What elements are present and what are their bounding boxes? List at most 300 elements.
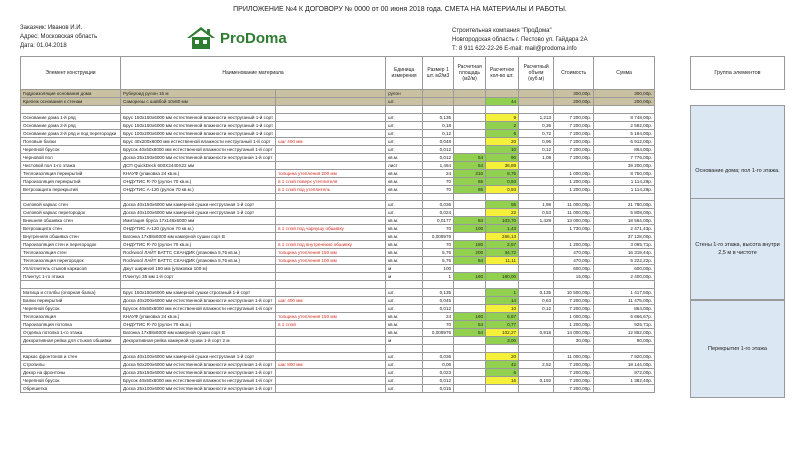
group-walls: Стены 1-го этажа, высота внутри 2,5 м в чистоте — [690, 198, 785, 300]
table-cell: Черепной брусок — [21, 305, 121, 313]
table-cell: Rockwool ЛАЙТ БАТТС СКАНДИК (упаковка 5,76 кв.м.) — [121, 257, 276, 265]
table-cell — [276, 106, 386, 114]
table-cell: Теплоизоляция — [21, 313, 121, 321]
table-cell: 1 114,29р. — [594, 177, 655, 185]
table-cell: Брусок 40х50х6000 мм естественной влажности неструганый 1-й сорт — [121, 376, 276, 384]
table-row — [21, 106, 655, 114]
table-cell: шт. — [386, 289, 423, 297]
table-cell: 24 — [423, 313, 454, 321]
table-cell: 54 — [454, 321, 486, 329]
table-cell: 3 085,71р. — [594, 241, 655, 249]
table-cell: 1 417,50р. — [594, 289, 655, 297]
table-row — [21, 233, 655, 241]
table-cell: 0,72 — [519, 129, 554, 137]
table-cell — [276, 376, 386, 384]
table-cell: 6 912,00р. — [594, 137, 655, 145]
table-cell: шт. — [386, 384, 423, 392]
table-cell: 0,008976 — [423, 233, 454, 241]
table-cell: 160 — [454, 273, 486, 281]
table-cell: 90,00р. — [594, 337, 655, 345]
table-cell: Силовой каркас перегородок — [21, 209, 121, 217]
table-cell: Джут шириной 150 мм (упаковка 100 м) — [121, 265, 276, 273]
table-cell: 14 — [486, 297, 519, 305]
table-cell: 22 — [486, 209, 519, 217]
table-cell: 14 000,00р. — [554, 329, 594, 337]
table-cell: кв.м. — [386, 241, 423, 249]
table-cell: кв.м. — [386, 329, 423, 337]
table-cell — [519, 225, 554, 233]
table-cell — [519, 249, 554, 257]
table-cell: шт. — [386, 209, 423, 217]
table-cell — [519, 177, 554, 185]
table-cell — [276, 337, 386, 345]
table-cell: 160 — [454, 313, 486, 321]
table-cell: толщина утепления 100 мм — [276, 257, 386, 265]
table-cell: Половые балки — [21, 137, 121, 145]
table-cell: 0,53 — [519, 209, 554, 217]
table-cell: 0,135 — [519, 289, 554, 297]
table-row — [21, 368, 655, 376]
table-row — [21, 321, 655, 329]
table-cell: шаг 400 мм — [276, 297, 386, 305]
table-cell — [454, 305, 486, 313]
table-cell — [276, 90, 386, 98]
table-cell — [486, 345, 519, 353]
table-cell — [276, 201, 386, 209]
table-cell: 0,93 — [486, 177, 519, 185]
table-cell: 18 144,00р. — [594, 360, 655, 368]
table-cell: Основание дома 2-й ряд и под перегородки — [21, 129, 121, 137]
col-header-volume: Расчетный объем (куб.м) — [519, 57, 554, 90]
table-row — [21, 225, 655, 233]
table-cell: Доска 40х150х6000 мм камерной сушки неструганая 1-й сорт — [121, 201, 276, 209]
table-cell: 1 000,00р. — [554, 313, 594, 321]
table-cell: Доска 40х100х6000 мм камерной сушки неструганая 1-й сорт — [121, 352, 276, 360]
table-cell: 2 — [486, 121, 519, 129]
table-cell: 70 — [423, 225, 454, 233]
table-cell: Доска 40х200х6000 мм естественной влажности неструганая 1-й сорт — [121, 297, 276, 305]
table-cell: 65 — [454, 177, 486, 185]
table-cell: 0,135 — [423, 113, 454, 121]
table-cell: 36,89 — [486, 161, 519, 169]
table-cell: 0,024 — [423, 209, 454, 217]
table-cell: ОНДУТИС А-120 (рулон 70 кв.м.) — [121, 225, 276, 233]
table-cell: 54 — [454, 161, 486, 169]
table-cell: 600,00р. — [554, 265, 594, 273]
table-cell — [454, 289, 486, 297]
company-address: Новгородская область г. Пестово ул. Гайдара 2А — [452, 37, 588, 43]
table-cell: Декоративная рейка камерной сушки 1-й сорт 2 м — [121, 337, 276, 345]
table-cell: 16 — [486, 376, 519, 384]
table-cell: 7 200,00р. — [554, 137, 594, 145]
table-cell — [594, 281, 655, 289]
table-cell: Пароизоляция потолка — [21, 321, 121, 329]
table-cell: Стропилы — [21, 360, 121, 368]
table-row — [21, 257, 655, 265]
table-cell: 15,00р. — [554, 273, 594, 281]
table-cell: 0,12 — [519, 145, 554, 153]
table-cell: Ветрозащита перекрытий — [21, 185, 121, 193]
table-cell: кв.м. — [386, 225, 423, 233]
table-cell: кв.м. — [386, 177, 423, 185]
table-cell: Вагонка 17х88х6000 мм камерной сушки сорт В — [121, 329, 276, 337]
table-cell: 0,015 — [423, 384, 454, 392]
table-cell: 13 000,00р. — [554, 217, 594, 225]
table-cell: 65 — [454, 185, 486, 193]
table-row — [21, 360, 655, 368]
table-cell: шт. — [386, 145, 423, 153]
table-cell: 20 — [486, 352, 519, 360]
table-cell — [423, 345, 454, 353]
table-cell — [423, 90, 454, 98]
table-cell: шт. — [386, 297, 423, 305]
table-cell: 11 475,00р. — [594, 297, 655, 305]
table-cell — [276, 209, 386, 217]
table-cell: 5 222,22р. — [594, 257, 655, 265]
table-cell: 90 — [486, 153, 519, 161]
table-cell: 12 852,00р. — [594, 329, 655, 337]
table-cell: Уплотнитель стыков каркасов — [21, 265, 121, 273]
table-row — [21, 249, 655, 257]
table-cell — [276, 233, 386, 241]
table-cell: шт. — [386, 121, 423, 129]
col-header-area: Расчетная площадь (м2/м) — [454, 57, 486, 90]
table-cell — [121, 345, 276, 353]
table-cell — [519, 313, 554, 321]
table-cell: Доска 25х150х6000 мм естественной влажности неструганая 1-й сорт — [121, 368, 276, 376]
table-cell — [423, 98, 454, 106]
table-cell: 20 — [486, 137, 519, 145]
table-cell — [519, 193, 554, 201]
table-row — [21, 209, 655, 217]
table-cell: Брусок 40х50х6000 мм естественной влажности неструганый 1-й сорт — [121, 145, 276, 153]
table-cell: 200,00р. — [594, 98, 655, 106]
table-cell: 1 200,00р. — [554, 241, 594, 249]
table-cell: шаг 400 мм — [276, 137, 386, 145]
table-cell: 100 — [423, 265, 454, 273]
table-cell — [519, 106, 554, 114]
table-cell: 0,048 — [423, 137, 454, 145]
table-cell — [386, 193, 423, 201]
table-cell — [594, 193, 655, 201]
table-cell: Ветрозащита стен — [21, 225, 121, 233]
table-cell: 1 000,00р. — [554, 169, 594, 177]
table-cell: 300,00р. — [594, 90, 655, 98]
table-cell: 972,00р. — [594, 368, 655, 376]
table-cell — [519, 185, 554, 193]
table-cell — [486, 265, 519, 273]
table-cell — [454, 98, 486, 106]
table-cell: Балки перекрытий — [21, 297, 121, 305]
group-ceiling: Перекрытия 1-го этажа — [690, 300, 785, 398]
table-cell — [276, 145, 386, 153]
table-cell: 864,00р. — [594, 145, 655, 153]
table-cell — [454, 337, 486, 345]
table-cell: 55 — [486, 201, 519, 209]
table-cell: Внешняя обшивка стен — [21, 217, 121, 225]
table-cell: Обрешетка — [21, 384, 121, 392]
table-cell — [454, 193, 486, 201]
document-date: Дата: 01.04.2018 — [20, 43, 67, 49]
table-cell: 44 — [486, 98, 519, 106]
table-cell: 0,77 — [486, 321, 519, 329]
table-cell — [454, 352, 486, 360]
table-cell: 9 — [486, 113, 519, 121]
table-cell: 8,75 — [486, 169, 519, 177]
table-cell — [276, 305, 386, 313]
table-row — [21, 384, 655, 392]
table-cell: м — [386, 273, 423, 281]
torn-edge — [0, 433, 800, 457]
table-cell: Саморезы с шайбой 10х80 мм — [121, 98, 276, 106]
table-cell: в 1 слой — [276, 321, 386, 329]
table-cell: 6 666,67р. — [594, 313, 655, 321]
table-cell: 1,428 — [519, 217, 554, 225]
table-cell: 18 564,00р. — [594, 217, 655, 225]
table-cell: 8 750,00р. — [594, 169, 655, 177]
table-cell — [594, 345, 655, 353]
table-cell: 5,76 — [423, 257, 454, 265]
table-cell: Брус 100х200х6000 мм естественной влажности неструганый 1-й сорт — [121, 129, 276, 137]
table-cell: 7 200,00р. — [554, 384, 594, 392]
table-cell — [519, 281, 554, 289]
table-cell: кв.м. — [386, 313, 423, 321]
table-cell: Крепеж основания к стенам — [21, 98, 121, 106]
table-cell — [276, 217, 386, 225]
table-cell: 0,192 — [519, 376, 554, 384]
table-cell: 2 400,00р. — [594, 273, 655, 281]
table-cell — [121, 106, 276, 114]
table-cell: Основание дома 1-й ряд — [21, 113, 121, 121]
table-cell — [386, 281, 423, 289]
table-row — [21, 265, 655, 273]
table-cell: 54 — [454, 153, 486, 161]
table-cell — [276, 281, 386, 289]
table-cell — [519, 368, 554, 376]
table-cell: толщина утепления 150 мм — [276, 249, 386, 257]
table-cell: в 1 слой под внутреннюю обшивку — [276, 241, 386, 249]
table-cell: ОНДУТИС R-70 (рулон 70 кв.м.) — [121, 177, 276, 185]
table-cell: 11,11 — [486, 257, 519, 265]
table-cell: кв.м. — [386, 169, 423, 177]
table-cell: 1,464 — [423, 161, 454, 169]
table-cell — [386, 345, 423, 353]
table-cell: 1,08 — [519, 153, 554, 161]
table-row — [21, 145, 655, 153]
table-cell — [519, 352, 554, 360]
table-cell: 70 — [423, 241, 454, 249]
table-cell: 1 200,00р. — [554, 321, 594, 329]
table-cell: 100 — [454, 225, 486, 233]
table-cell — [454, 121, 486, 129]
table-cell — [454, 265, 486, 273]
table-cell: ОНДУТИС R-70 (рулон 70 кв.м.) — [121, 241, 276, 249]
table-cell: 11 000,00р. — [554, 209, 594, 217]
table-cell: 600,00р. — [594, 265, 655, 273]
table-cell — [276, 345, 386, 353]
table-cell: шт. — [386, 137, 423, 145]
table-cell: Пароизоляция перекрытий — [21, 177, 121, 185]
table-cell: 470,00р. — [554, 257, 594, 265]
table-row — [21, 113, 655, 121]
table-cell: кв.м. — [386, 233, 423, 241]
table-cell — [276, 98, 386, 106]
table-cell: 0,036 — [423, 201, 454, 209]
table-cell: Внутренняя обшивка стен — [21, 233, 121, 241]
table-cell: 10 — [486, 145, 519, 153]
table-row — [21, 305, 655, 313]
table-cell: шт. — [386, 376, 423, 384]
table-cell: Силовой каркас стен — [21, 201, 121, 209]
table-cell: 7 200,00р. — [554, 305, 594, 313]
col-header-unit: Единица измерения — [386, 57, 423, 90]
table-cell: Брус 150х150х6000 мм естественной влажности неструганый 1-й сорт — [121, 113, 276, 121]
table-cell: 7 200,00р. — [554, 297, 594, 305]
table-cell — [276, 273, 386, 281]
table-cell — [454, 201, 486, 209]
table-header-row — [21, 57, 655, 90]
table-cell: 5 184,00р. — [594, 129, 655, 137]
table-cell: 1 730,00р. — [554, 225, 594, 233]
table-cell: 42 — [486, 360, 519, 368]
table-cell: 2,57 — [486, 241, 519, 249]
table-cell: лист — [386, 161, 423, 169]
table-cell: 16 319,44р. — [594, 249, 655, 257]
table-cell: 1,98 — [519, 201, 554, 209]
table-cell: 11 000,00р. — [554, 201, 594, 209]
table-cell — [554, 281, 594, 289]
table-cell: рулон — [386, 90, 423, 98]
table-row — [21, 153, 655, 161]
table-cell: 2 592,00р. — [594, 121, 655, 129]
table-cell — [276, 265, 386, 273]
table-row — [21, 313, 655, 321]
table-cell — [519, 345, 554, 353]
table-row — [21, 193, 655, 201]
table-cell: 265,13 — [486, 233, 519, 241]
table-cell — [276, 384, 386, 392]
table-cell: 1 — [423, 273, 454, 281]
col-header-size: Размер 1 шт. м2/м3 — [423, 57, 454, 90]
table-cell: Доска 25х150х6000 мм естественной влажности неструганая 1-й сорт — [121, 153, 276, 161]
table-cell: шт. — [386, 113, 423, 121]
table-cell: 7 200,00р. — [554, 145, 594, 153]
table-row — [21, 289, 655, 297]
client-address: Адрес: Московская область — [20, 34, 98, 40]
table-cell: кв.м. — [386, 249, 423, 257]
table-cell — [519, 337, 554, 345]
table-cell: Теплоизоляция перегородок — [21, 257, 121, 265]
table-row — [21, 90, 655, 98]
table-cell: 2 471,43р. — [594, 225, 655, 233]
table-row — [21, 345, 655, 353]
table-row — [21, 217, 655, 225]
table-cell: 925,71р. — [594, 321, 655, 329]
company-contacts: Т: 8 911 622-22-26 E-mail: mail@prodoma.info — [452, 46, 577, 52]
table-cell: Доска 40х100х6000 мм камерной сушки неструганая 1-й сорт — [121, 209, 276, 217]
table-cell: Матица и столбы (опорная балка) — [21, 289, 121, 297]
table-cell: 24 — [423, 169, 454, 177]
table-cell: 1,213 — [519, 113, 554, 121]
table-row — [21, 121, 655, 129]
table-cell: 864,00р. — [594, 305, 655, 313]
table-cell — [519, 384, 554, 392]
table-row — [21, 129, 655, 137]
table-cell: Чистовой пол 1-го этажа — [21, 161, 121, 169]
table-cell: 0,12 — [519, 305, 554, 313]
table-cell: кв.м. — [386, 321, 423, 329]
table-cell: 0,96 — [519, 137, 554, 145]
table-cell: 10 500,00р. — [554, 289, 594, 297]
table-cell: 70 — [423, 177, 454, 185]
table-cell: Основание дома 2-й ряд — [21, 121, 121, 129]
table-cell: 34,72 — [486, 249, 519, 257]
table-cell — [423, 193, 454, 201]
table-cell — [519, 241, 554, 249]
table-row — [21, 376, 655, 384]
table-cell: шт. — [386, 305, 423, 313]
table-cell — [554, 106, 594, 114]
table-cell: 64 — [454, 257, 486, 265]
table-cell: кв.м. — [386, 153, 423, 161]
table-cell: ОНДУТИС R-70 (рулон 70 кв.м.) — [121, 321, 276, 329]
table-cell — [454, 345, 486, 353]
table-cell — [276, 113, 386, 121]
table-cell: Брус 150х150х6000 мм камерной сушки строганый 1-й сорт — [121, 289, 276, 297]
table-cell — [276, 368, 386, 376]
table-cell: 0,036 — [423, 352, 454, 360]
table-cell — [519, 321, 554, 329]
table-cell: кв.м. — [386, 257, 423, 265]
table-cell — [519, 161, 554, 169]
table-cell — [121, 281, 276, 289]
table-cell — [519, 98, 554, 106]
table-cell: 160,00 — [486, 273, 519, 281]
table-cell — [554, 193, 594, 201]
table-cell: Доска 25х100х6000 мм естественной влажности неструганая 1-й сорт — [121, 384, 276, 392]
table-cell: 7 200,00р. — [554, 376, 594, 384]
table-row — [21, 201, 655, 209]
table-cell — [554, 161, 594, 169]
table-cell: 0,135 — [423, 289, 454, 297]
table-cell: 7 200,00р. — [554, 121, 594, 129]
table-cell: 7 776,00р. — [594, 153, 655, 161]
table-cell — [454, 376, 486, 384]
table-cell: кв.м. — [386, 185, 423, 193]
table-cell: 8 748,00р. — [594, 113, 655, 121]
table-cell — [594, 106, 655, 114]
table-cell: 6 — [486, 129, 519, 137]
table-cell — [276, 329, 386, 337]
table-cell: 2,52 — [519, 360, 554, 368]
table-cell: 0,36 — [519, 121, 554, 129]
table-cell: 1,43 — [486, 225, 519, 233]
table-cell — [21, 345, 121, 353]
table-cell — [454, 368, 486, 376]
table-row — [21, 281, 655, 289]
table-cell — [519, 90, 554, 98]
table-row — [21, 137, 655, 145]
table-cell: 70 — [423, 185, 454, 193]
table-cell: шт. — [386, 352, 423, 360]
table-cell: 0,63 — [519, 297, 554, 305]
table-cell — [276, 289, 386, 297]
table-cell: Черновой пол — [21, 153, 121, 161]
table-cell: 0,012 — [423, 145, 454, 153]
table-cell — [454, 129, 486, 137]
table-cell: 7 200,00р. — [554, 129, 594, 137]
table-cell: ДСП QuickDeck 600Х2440Х22 мм — [121, 161, 276, 169]
